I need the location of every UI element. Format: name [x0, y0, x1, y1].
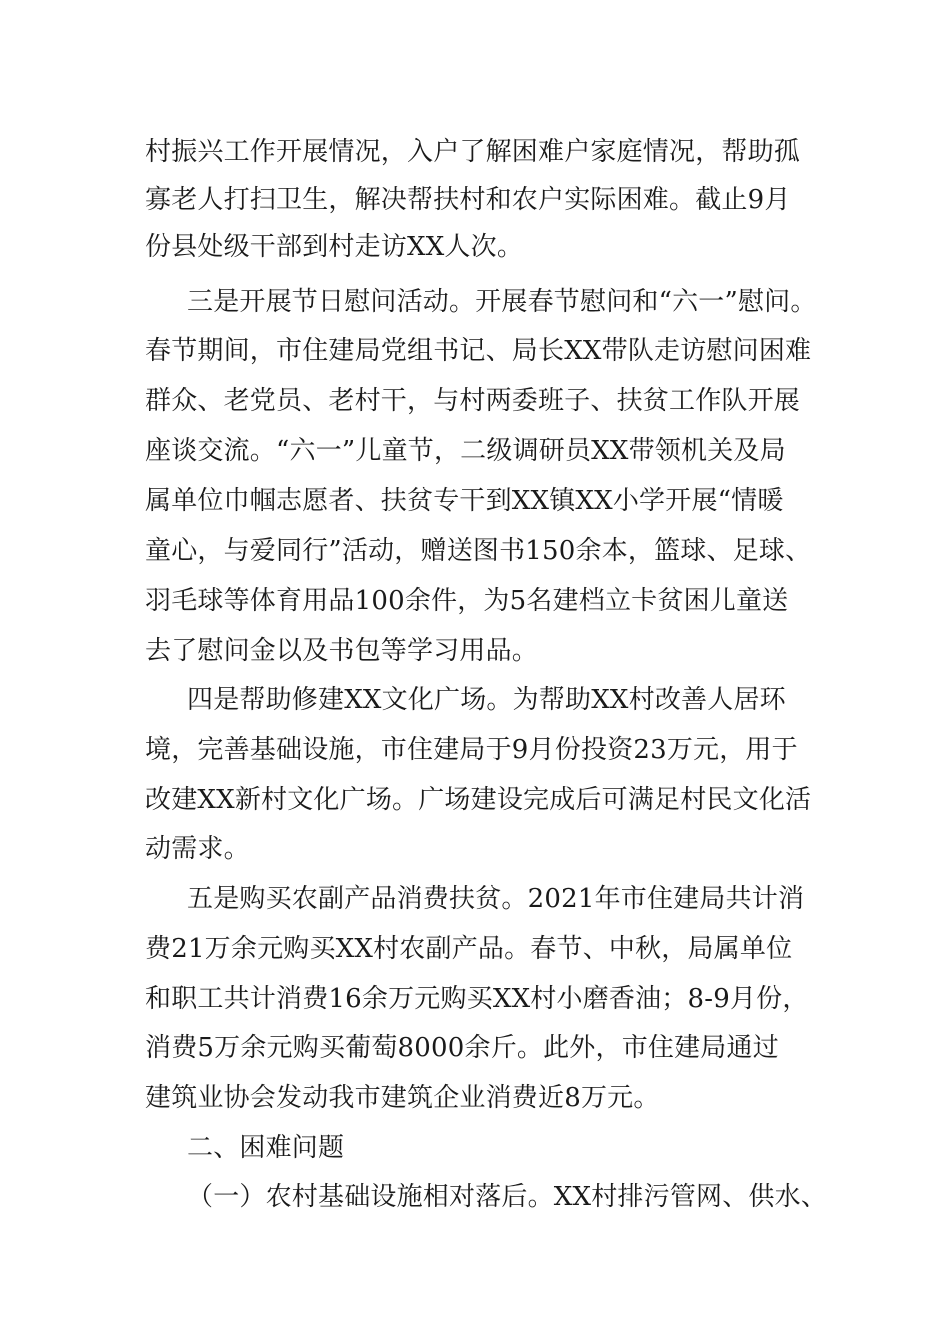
- paragraph-five-start: 五是购买农副产品消费扶贫。2021年市住建局共计消: [187, 884, 805, 914]
- text-line: 童心，与爱同行”活动，赠送图书150余本，篮球、足球、: [145, 536, 812, 566]
- text-line: 动需求。: [145, 834, 250, 864]
- text-line: 寡老人打扫卫生，解决帮扶村和农户实际困难。截止9月: [145, 185, 791, 215]
- paragraph-three-start: 三是开展节日慰问活动。开展春节慰问和“六一”慰问。: [187, 287, 817, 317]
- text-line: 消费5万余元购买葡萄8000余斤。此外，市住建局通过: [145, 1033, 779, 1063]
- text-line: 费21万余元购买XX村农副产品。春节、中秋，局属单位: [145, 934, 793, 964]
- paragraph-four-start: 四是帮助修建XX文化广场。为帮助XX村改善人居环: [187, 685, 786, 715]
- text-line: 和职工共计消费16余万元购买XX村小磨香油；8-9月份，: [145, 984, 809, 1014]
- text-line: 去了慰问金以及书包等学习用品。: [145, 636, 539, 666]
- text-line: 境，完善基础设施，市住建局于9月份投资23万元，用于: [145, 735, 798, 765]
- subsection-heading: （一）农村基础设施相对落后。XX村排污管网、供水、: [187, 1182, 828, 1212]
- text-line: 份县处级干部到村走访XX人次。: [145, 232, 524, 262]
- text-line: 群众、老党员、老村干，与村两委班子、扶贫工作队开展: [145, 386, 801, 416]
- text-line: 建筑业协会发动我市建筑企业消费近8万元。: [145, 1083, 660, 1113]
- text-line: 羽毛球等体育用品100余件，为5名建档立卡贫困儿童送: [145, 586, 789, 616]
- section-heading: 二、困难问题: [187, 1133, 345, 1163]
- text-line: 改建XX新村文化广场。广场建设完成后可满足村民文化活: [145, 785, 812, 815]
- text-line: 属单位巾帼志愿者、扶贫专干到XX镇XX小学开展“情暖: [145, 486, 784, 516]
- text-line: 座谈交流。“六一”儿童节，二级调研员XX带领机关及局: [145, 436, 786, 466]
- text-line: 村振兴工作开展情况，入户了解困难户家庭情况，帮助孤: [145, 137, 801, 167]
- text-line: 春节期间，市住建局党组书记、局长XX带队走访慰问困难: [145, 336, 812, 366]
